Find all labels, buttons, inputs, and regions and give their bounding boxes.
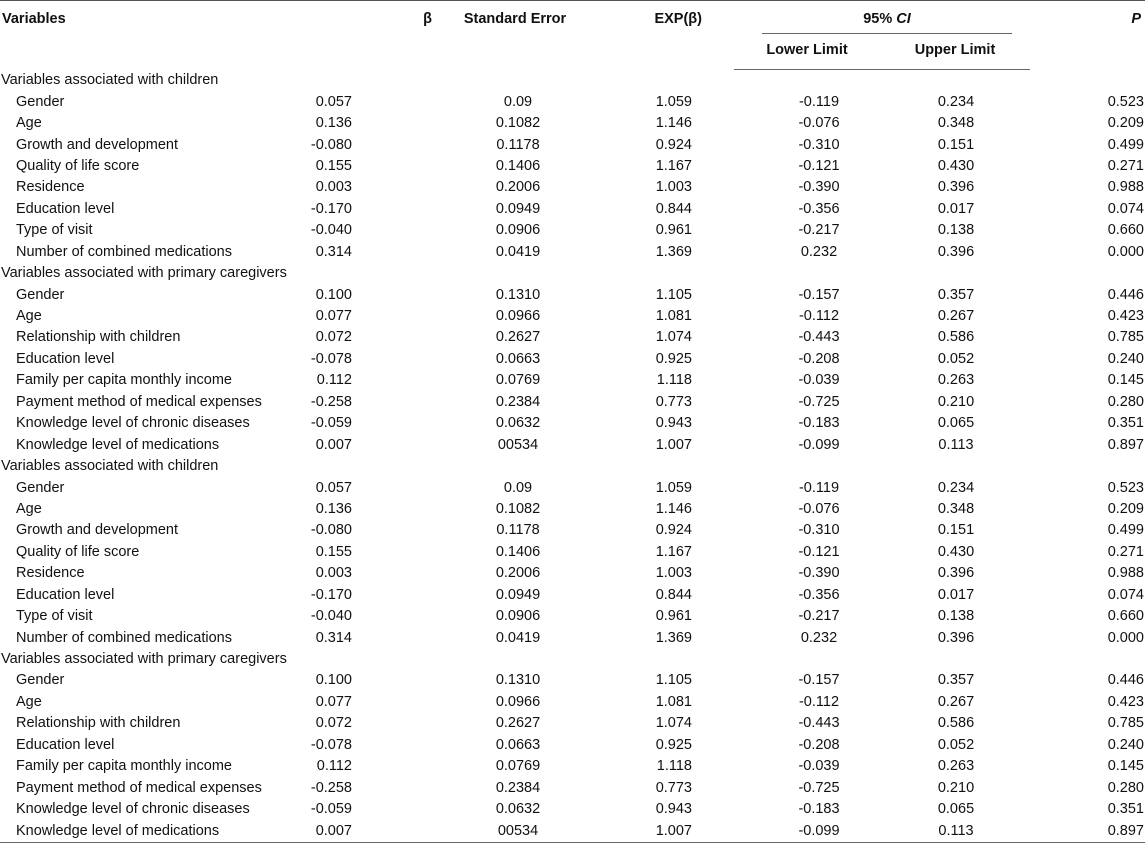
table-row — [0, 520, 1145, 541]
upper-limit-cell: 0.586 — [937, 715, 975, 732]
table-row — [0, 177, 1145, 198]
p-value-cell: 0.523 — [1107, 93, 1144, 110]
standard-error-cell: 0.0906 — [495, 608, 541, 625]
standard-error-cell: 0.0966 — [495, 308, 541, 325]
upper-limit-cell: 0.065 — [937, 801, 975, 818]
beta-cell: 0.007 — [315, 822, 352, 839]
standard-error-cell: 0.1178 — [496, 136, 540, 153]
beta-cell: -0.078 — [310, 350, 352, 367]
p-value-cell: 0.423 — [1107, 308, 1144, 325]
variable-name-cell: Age — [16, 693, 42, 710]
table-row — [0, 413, 1145, 434]
standard-error-cell: 00534 — [497, 436, 539, 453]
standard-error-cell: 0.2627 — [495, 329, 541, 346]
lower-limit-cell: -0.121 — [798, 157, 840, 174]
variable-name-cell: Gender — [16, 479, 65, 496]
lower-limit-cell: -0.119 — [798, 479, 840, 496]
exp-beta-cell: 1.167 — [655, 543, 692, 560]
upper-limit-cell: 0.052 — [937, 736, 975, 753]
standard-error-cell: 0.1082 — [495, 115, 541, 132]
lower-limit-cell: -0.076 — [798, 115, 840, 132]
standard-error-cell: 00534 — [497, 822, 539, 839]
beta-cell: -0.080 — [310, 522, 352, 539]
standard-error-cell: 0.0632 — [495, 801, 541, 818]
p-value-cell: 0.897 — [1107, 822, 1144, 839]
p-value-cell: 0.446 — [1107, 286, 1144, 303]
p-value-cell: 0.423 — [1107, 693, 1144, 710]
variable-name-cell: Relationship with children — [16, 715, 181, 732]
beta-cell: 0.003 — [315, 179, 352, 196]
exp-beta-cell: 1.007 — [655, 822, 692, 839]
variable-name-cell: Quality of life score — [16, 543, 140, 560]
beta-cell: 0.077 — [315, 308, 352, 325]
exp-beta-cell: 1.146 — [655, 500, 692, 517]
upper-limit-cell: 0.210 — [937, 779, 975, 796]
beta-cell: 0.314 — [315, 243, 352, 260]
lower-limit-cell: -0.076 — [798, 500, 840, 517]
lower-limit-cell: -0.183 — [798, 801, 840, 818]
variable-name-cell: Number of combined medications — [16, 243, 232, 260]
upper-limit-cell: 0.267 — [937, 308, 975, 325]
exp-beta-cell: 0.943 — [655, 415, 692, 432]
ci-prefix: 95% — [863, 11, 897, 27]
beta-cell: -0.258 — [310, 393, 352, 410]
lower-limit-cell: -0.039 — [798, 372, 840, 389]
beta-cell: 0.003 — [315, 565, 352, 582]
standard-error-cell: 0.0966 — [495, 693, 541, 710]
p-value-cell: 0.351 — [1107, 801, 1144, 818]
beta-cell: 0.100 — [315, 672, 352, 689]
lower-limit-cell: -0.157 — [798, 286, 840, 303]
p-value-cell: 0.351 — [1107, 415, 1144, 432]
upper-limit-cell: 0.113 — [938, 436, 974, 453]
exp-beta-cell: 1.059 — [655, 479, 692, 496]
table-row — [0, 327, 1145, 348]
variable-name-cell: Gender — [16, 672, 65, 689]
lower-limit-cell: -0.725 — [798, 393, 840, 410]
upper-limit-cell: 0.396 — [937, 629, 975, 646]
table-row — [0, 113, 1145, 134]
upper-limit-cell: 0.234 — [937, 479, 975, 496]
table-row — [0, 563, 1145, 584]
standard-error-cell: 0.1406 — [495, 543, 541, 560]
variable-name-cell: Age — [16, 308, 42, 325]
variable-name-cell: Education level — [16, 350, 115, 367]
beta-cell: 0.112 — [316, 372, 352, 389]
upper-limit-cell: 0.052 — [937, 350, 975, 367]
variable-name-cell: Education level — [16, 200, 115, 217]
upper-limit-cell: 0.017 — [937, 200, 975, 217]
header-confidence-interval — [734, 1, 1030, 35]
group-header-row — [0, 263, 1145, 284]
table-row — [0, 606, 1145, 627]
exp-beta-cell: 1.105 — [655, 672, 692, 689]
beta-cell: 0.057 — [315, 93, 352, 110]
exp-beta-cell: 0.844 — [655, 586, 692, 603]
standard-error-cell: 0.2384 — [495, 779, 541, 796]
variable-name-cell: Knowledge level of chronic diseases — [16, 415, 250, 432]
beta-cell: 0.314 — [315, 629, 352, 646]
p-value-cell: 0.785 — [1107, 715, 1144, 732]
upper-limit-cell: 0.138 — [937, 608, 975, 625]
standard-error-cell: 0.09 — [503, 93, 533, 110]
variable-name-cell: Growth and development — [16, 136, 179, 153]
upper-limit-cell: 0.348 — [937, 115, 975, 132]
beta-cell: -0.170 — [310, 586, 352, 603]
header-beta: β — [300, 1, 440, 70]
table-row — [0, 777, 1145, 798]
variable-name-cell: Education level — [16, 736, 115, 753]
exp-beta-cell: 0.924 — [655, 522, 692, 539]
beta-cell: 0.072 — [315, 329, 352, 346]
beta-cell: -0.040 — [310, 222, 352, 239]
p-value-cell: 0.145 — [1107, 372, 1144, 389]
lower-limit-cell: -0.217 — [798, 222, 840, 239]
exp-beta-cell: 1.118 — [656, 758, 692, 775]
standard-error-cell: 0.1310 — [495, 672, 541, 689]
group-label: Variables associated with children — [1, 458, 219, 475]
standard-error-cell: 0.2384 — [495, 393, 541, 410]
variable-name-cell: Education level — [16, 586, 115, 603]
beta-cell: 0.100 — [315, 286, 352, 303]
lower-limit-cell: -0.119 — [798, 93, 840, 110]
beta-cell: 0.112 — [316, 758, 352, 775]
beta-cell: -0.078 — [310, 736, 352, 753]
table-row — [0, 284, 1145, 305]
ci-italic: CI — [896, 11, 911, 27]
lower-limit-cell: -0.310 — [798, 522, 840, 539]
standard-error-cell: 0.2006 — [495, 179, 541, 196]
p-value-cell: 0.988 — [1107, 179, 1144, 196]
variable-name-cell: Relationship with children — [16, 329, 181, 346]
p-value-cell: 0.988 — [1107, 565, 1144, 582]
table-row — [0, 820, 1145, 842]
table-row — [0, 349, 1145, 370]
lower-limit-cell: -0.208 — [798, 736, 840, 753]
exp-beta-cell: 1.369 — [655, 629, 692, 646]
exp-beta-cell: 0.961 — [655, 222, 692, 239]
exp-beta-cell: 0.773 — [655, 779, 692, 796]
p-value-cell: 0.523 — [1107, 479, 1144, 496]
lower-limit-cell: -0.217 — [798, 608, 840, 625]
standard-error-cell: 0.0419 — [495, 243, 541, 260]
table-row — [0, 199, 1145, 220]
table-row — [0, 220, 1145, 241]
p-value-cell: 0.280 — [1107, 393, 1144, 410]
upper-limit-cell: 0.357 — [937, 672, 975, 689]
table-row — [0, 392, 1145, 413]
lower-limit-cell: -0.099 — [798, 822, 840, 839]
upper-limit-cell: 0.396 — [937, 243, 975, 260]
table-row — [0, 627, 1145, 648]
p-value-cell: 0.240 — [1107, 736, 1144, 753]
standard-error-cell: 0.09 — [503, 479, 533, 496]
upper-limit-cell: 0.263 — [937, 758, 975, 775]
exp-beta-cell: 1.146 — [655, 115, 692, 132]
upper-limit-cell: 0.065 — [937, 415, 975, 432]
table-header — [0, 1, 1145, 70]
header-lower-limit: Lower Limit — [734, 35, 880, 70]
lower-limit-cell: -0.112 — [798, 308, 840, 325]
variable-name-cell: Knowledge level of chronic diseases — [16, 801, 250, 818]
standard-error-cell: 0.2627 — [495, 715, 541, 732]
exp-beta-cell: 0.844 — [655, 200, 692, 217]
variable-name-cell: Residence — [16, 179, 85, 196]
standard-error-cell: 0.1082 — [495, 500, 541, 517]
variable-name-cell: Gender — [16, 93, 65, 110]
beta-cell: -0.258 — [310, 779, 352, 796]
upper-limit-cell: 0.430 — [937, 543, 975, 560]
group-label: Variables associated with primary caregivers — [1, 265, 287, 282]
p-value-cell: 0.897 — [1107, 436, 1144, 453]
group-header-row — [0, 70, 1145, 92]
exp-beta-cell: 1.003 — [655, 179, 692, 196]
p-value-cell: 0.280 — [1107, 779, 1144, 796]
beta-cell: -0.080 — [310, 136, 352, 153]
exp-beta-cell: 1.074 — [655, 715, 692, 732]
exp-beta-cell: 1.105 — [655, 286, 692, 303]
p-value-cell: 0.271 — [1107, 157, 1144, 174]
lower-limit-cell: -0.390 — [798, 565, 840, 582]
beta-cell: 0.057 — [315, 479, 352, 496]
upper-limit-cell: 0.267 — [937, 693, 975, 710]
lower-limit-cell: 0.232 — [800, 629, 838, 646]
header-exp-beta: EXP(β) — [590, 1, 734, 70]
exp-beta-cell: 1.003 — [655, 565, 692, 582]
standard-error-cell: 0.0949 — [495, 200, 541, 217]
upper-limit-cell: 0.357 — [937, 286, 975, 303]
beta-cell: 0.136 — [315, 500, 352, 517]
upper-limit-cell: 0.430 — [937, 157, 975, 174]
beta-cell: -0.059 — [310, 415, 352, 432]
variable-name-cell: Family per capita monthly income — [16, 372, 232, 389]
exp-beta-cell: 1.007 — [655, 436, 692, 453]
lower-limit-cell: -0.099 — [798, 436, 840, 453]
standard-error-cell: 0.0949 — [495, 586, 541, 603]
table-row — [0, 242, 1145, 263]
upper-limit-cell: 0.017 — [937, 586, 975, 603]
table-row — [0, 134, 1145, 155]
table-row — [0, 91, 1145, 112]
variable-name-cell: Family per capita monthly income — [16, 758, 232, 775]
variable-name-cell: Age — [16, 115, 42, 132]
beta-cell: 0.077 — [315, 693, 352, 710]
exp-beta-cell: 1.081 — [655, 308, 692, 325]
variable-name-cell: Quality of life score — [16, 157, 140, 174]
variable-name-cell: Knowledge level of medications — [16, 436, 220, 453]
beta-cell: -0.040 — [310, 608, 352, 625]
upper-limit-cell: 0.348 — [937, 500, 975, 517]
table-row — [0, 585, 1145, 606]
table-row — [0, 799, 1145, 820]
table-row — [0, 370, 1145, 391]
group-label: Variables associated with primary caregivers — [1, 651, 287, 668]
lower-limit-cell: -0.310 — [798, 136, 840, 153]
beta-cell: 0.155 — [315, 157, 352, 174]
lower-limit-cell: -0.208 — [798, 350, 840, 367]
table-row — [0, 306, 1145, 327]
beta-cell: 0.072 — [315, 715, 352, 732]
standard-error-cell: 0.1406 — [495, 157, 541, 174]
table-row — [0, 156, 1145, 177]
ci-header-label — [762, 11, 1012, 34]
p-value-cell: 0.271 — [1107, 543, 1144, 560]
beta-cell: 0.007 — [315, 436, 352, 453]
header-row-1 — [0, 1, 1145, 35]
group-header-row — [0, 649, 1145, 670]
beta-cell: -0.170 — [310, 200, 352, 217]
variable-name-cell: Age — [16, 500, 42, 517]
upper-limit-cell: 0.396 — [937, 179, 975, 196]
table-row — [0, 713, 1145, 734]
standard-error-cell: 0.0419 — [495, 629, 541, 646]
p-value-cell: 0.240 — [1107, 350, 1144, 367]
lower-limit-cell: -0.112 — [798, 693, 840, 710]
lower-limit-cell: -0.121 — [798, 543, 840, 560]
upper-limit-cell: 0.151 — [937, 522, 975, 539]
header-variables: Variables — [0, 1, 300, 70]
lower-limit-cell: -0.157 — [798, 672, 840, 689]
table-row — [0, 756, 1145, 777]
beta-cell: 0.136 — [315, 115, 352, 132]
standard-error-cell: 0.0663 — [495, 736, 541, 753]
group-header-row — [0, 456, 1145, 477]
lower-limit-cell: -0.390 — [798, 179, 840, 196]
upper-limit-cell: 0.234 — [937, 93, 975, 110]
variable-name-cell: Gender — [16, 286, 65, 303]
variable-name-cell: Payment method of medical expenses — [16, 779, 262, 796]
p-value-cell: 0.209 — [1107, 115, 1144, 132]
lower-limit-cell: -0.183 — [798, 415, 840, 432]
p-value-cell: 0.785 — [1107, 329, 1144, 346]
table-row — [0, 477, 1145, 498]
table-body — [0, 70, 1145, 843]
p-value-cell: 0.499 — [1107, 136, 1144, 153]
beta-cell: -0.059 — [310, 801, 352, 818]
variable-name-cell: Type of visit — [16, 608, 93, 625]
table-row — [0, 434, 1145, 455]
upper-limit-cell: 0.586 — [937, 329, 975, 346]
exp-beta-cell: 1.059 — [655, 93, 692, 110]
exp-beta-cell: 0.924 — [655, 136, 692, 153]
upper-limit-cell: 0.396 — [937, 565, 975, 582]
exp-beta-cell: 0.925 — [655, 350, 692, 367]
exp-beta-cell: 1.081 — [655, 693, 692, 710]
table-row — [0, 670, 1145, 691]
table-row — [0, 542, 1145, 563]
lower-limit-cell: -0.039 — [798, 758, 840, 775]
lower-limit-cell: -0.443 — [798, 715, 840, 732]
p-value-cell: 0.446 — [1107, 672, 1144, 689]
upper-limit-cell: 0.210 — [937, 393, 975, 410]
table-row — [0, 735, 1145, 756]
standard-error-cell: 0.1178 — [496, 522, 540, 539]
p-value-cell: 0.000 — [1107, 243, 1144, 260]
p-value-cell: 0.209 — [1107, 500, 1144, 517]
upper-limit-cell: 0.138 — [937, 222, 975, 239]
variable-name-cell: Knowledge level of medications — [16, 822, 220, 839]
header-upper-limit: Upper Limit — [880, 35, 1030, 70]
p-value-cell: 0.074 — [1107, 586, 1144, 603]
p-value-cell: 0.000 — [1107, 629, 1144, 646]
exp-beta-cell: 0.925 — [655, 736, 692, 753]
lower-limit-cell: 0.232 — [800, 243, 838, 260]
exp-beta-cell: 0.961 — [655, 608, 692, 625]
p-value-cell: 0.660 — [1107, 608, 1144, 625]
beta-cell: 0.155 — [315, 543, 352, 560]
header-p-value: P — [1030, 1, 1145, 70]
variable-name-cell: Residence — [16, 565, 85, 582]
standard-error-cell: 0.2006 — [495, 565, 541, 582]
variable-name-cell: Number of combined medications — [16, 629, 232, 646]
exp-beta-cell: 1.167 — [655, 157, 692, 174]
standard-error-cell: 0.0632 — [495, 415, 541, 432]
group-label: Variables associated with children — [1, 72, 219, 89]
p-value-cell: 0.145 — [1107, 758, 1144, 775]
lower-limit-cell: -0.725 — [798, 779, 840, 796]
lower-limit-cell: -0.356 — [798, 586, 840, 603]
exp-beta-cell: 0.943 — [655, 801, 692, 818]
standard-error-cell: 0.1310 — [495, 286, 541, 303]
variable-name-cell: Payment method of medical expenses — [16, 393, 262, 410]
exp-beta-cell: 1.118 — [656, 372, 692, 389]
p-value-cell: 0.074 — [1107, 200, 1144, 217]
header-standard-error: Standard Error — [440, 1, 590, 70]
table-row — [0, 499, 1145, 520]
standard-error-cell: 0.0906 — [495, 222, 541, 239]
table-row — [0, 692, 1145, 713]
variable-name-cell: Growth and development — [16, 522, 179, 539]
lower-limit-cell: -0.356 — [798, 200, 840, 217]
upper-limit-cell: 0.263 — [937, 372, 975, 389]
standard-error-cell: 0.0769 — [495, 372, 541, 389]
standard-error-cell: 0.0663 — [495, 350, 541, 367]
upper-limit-cell: 0.113 — [938, 822, 974, 839]
lower-limit-cell: -0.443 — [798, 329, 840, 346]
exp-beta-cell: 1.074 — [655, 329, 692, 346]
p-value-cell: 0.660 — [1107, 222, 1144, 239]
exp-beta-cell: 0.773 — [655, 393, 692, 410]
exp-beta-cell: 1.369 — [655, 243, 692, 260]
p-value-cell: 0.499 — [1107, 522, 1144, 539]
variable-name-cell: Type of visit — [16, 222, 93, 239]
standard-error-cell: 0.0769 — [495, 758, 541, 775]
upper-limit-cell: 0.151 — [937, 136, 975, 153]
